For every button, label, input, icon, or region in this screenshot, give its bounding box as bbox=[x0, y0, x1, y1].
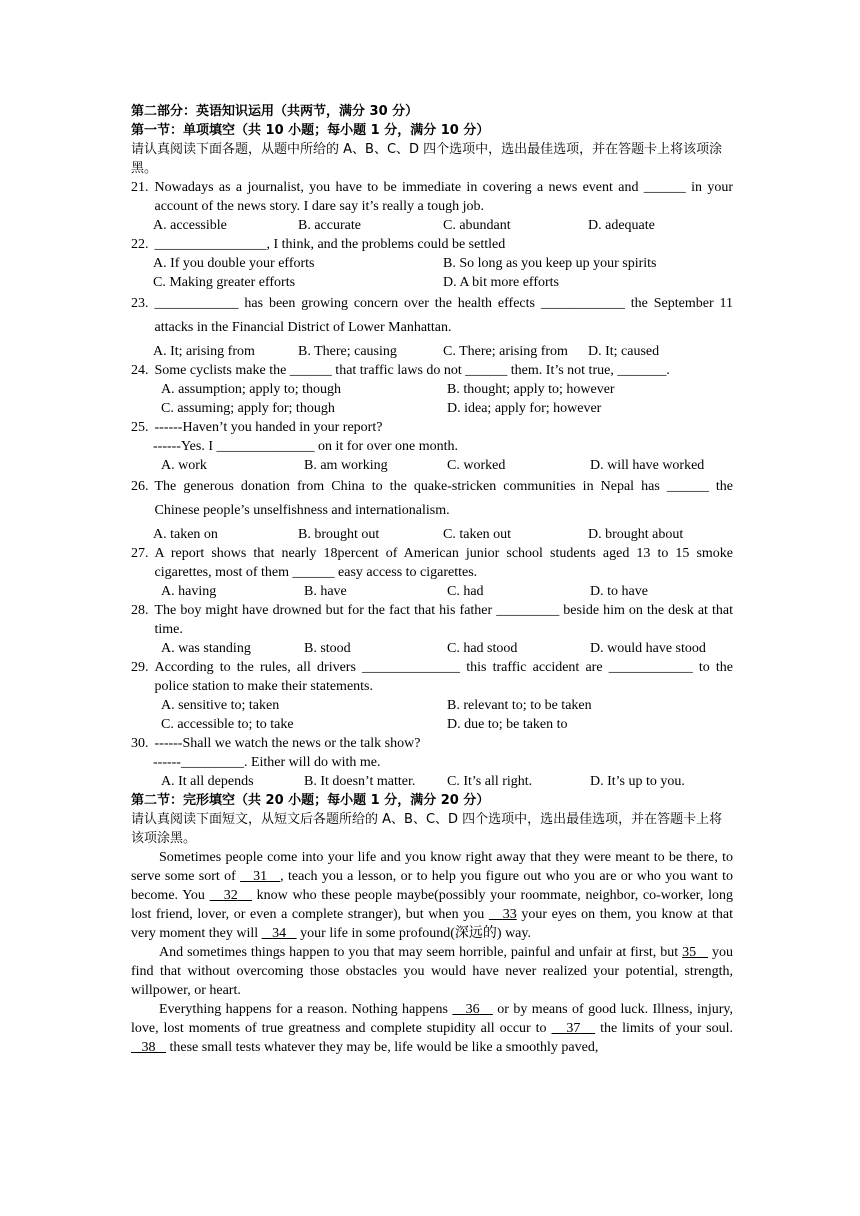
question-number: 28. bbox=[131, 603, 149, 618]
option-group bbox=[131, 772, 733, 791]
option-c: C. assuming; apply for; though bbox=[161, 401, 335, 416]
exam-page bbox=[131, 102, 733, 1057]
option-b: B. It doesn’t matter. bbox=[304, 774, 416, 789]
question-stem bbox=[131, 178, 733, 216]
option-group bbox=[131, 639, 733, 658]
question-item bbox=[131, 235, 733, 292]
question-item bbox=[131, 178, 733, 235]
question-number: 21. bbox=[131, 180, 149, 195]
question-item bbox=[131, 475, 733, 544]
passage-text: or by means of good luck. Illness, injury, love, lost moments of true greatness and complete stupidity all occur to bbox=[131, 1002, 734, 1036]
question-stem bbox=[131, 734, 733, 753]
question-stem bbox=[131, 601, 733, 639]
question-text: The generous donation from China to the quake-stricken communities in Nepal has ______ the Chinese people’s unselfishness and internationalism. bbox=[154, 479, 733, 518]
question-item bbox=[131, 601, 733, 658]
option-c: C. had stood bbox=[447, 641, 518, 656]
option-d: D. due to; be taken to bbox=[447, 717, 568, 732]
part1-title: 第一节：单项填空（共 10 小题；每小题 1 分，满分 10 分） bbox=[131, 123, 490, 138]
passage-text: Everything happens for a reason. Nothing happens bbox=[159, 1002, 453, 1017]
option-b: B. There; causing bbox=[298, 344, 397, 359]
option-b: B. relevant to; to be taken bbox=[447, 698, 592, 713]
option-c: C. There; arising from bbox=[443, 344, 568, 359]
option-d: D. It’s up to you. bbox=[590, 774, 685, 789]
option-d: D. will have worked bbox=[590, 458, 705, 473]
option-group bbox=[131, 582, 733, 601]
blank-38: 38 bbox=[141, 1040, 156, 1055]
question-text: ------Shall we watch the news or the talk show? bbox=[154, 736, 421, 751]
passage-text: Sometimes people come into your life and you know right away that they were meant to be there, to serve some sort of bbox=[131, 850, 733, 884]
option-a: A. accessible bbox=[153, 218, 227, 233]
option-b: B. brought out bbox=[298, 527, 380, 542]
option-b: B. So long as you keep up your spirits bbox=[443, 256, 657, 271]
question-item bbox=[131, 544, 733, 601]
option-d: D. It; caused bbox=[588, 344, 660, 359]
option-c: C. abundant bbox=[443, 218, 511, 233]
passage-text: these small tests whatever they may be, life would be like a smoothly paved, bbox=[166, 1040, 599, 1055]
question-item bbox=[131, 734, 733, 791]
passage-text: your life in some profound(深远的) way. bbox=[296, 926, 531, 941]
question-stem bbox=[131, 418, 733, 437]
question-text: ________________, I think, and the problems could be settled bbox=[154, 237, 506, 252]
blank-32: 32 bbox=[223, 888, 238, 903]
option-group bbox=[131, 216, 733, 235]
option-a: A. taken on bbox=[153, 527, 218, 542]
question-number: 29. bbox=[131, 660, 149, 675]
question-number: 30. bbox=[131, 736, 149, 751]
option-a: A. was standing bbox=[161, 641, 251, 656]
question-text: Nowadays as a journalist, you have to be immediate in covering a news event and ______ in your account of the news story. I dare say it’s really a tough job. bbox=[154, 180, 733, 214]
question-item bbox=[131, 658, 733, 734]
option-a: A. having bbox=[161, 584, 217, 599]
question-stem bbox=[131, 235, 733, 254]
option-d: D. to have bbox=[590, 584, 648, 599]
passage-text: your eyes on them, you know at that very moment they will bbox=[131, 907, 733, 941]
blank-31: 31 bbox=[253, 869, 268, 884]
passage-paragraph-3 bbox=[131, 1000, 733, 1057]
question-stem bbox=[131, 544, 733, 582]
option-c: C. Making greater efforts bbox=[153, 275, 296, 290]
question-stem bbox=[131, 292, 733, 340]
option-d: D. adequate bbox=[588, 218, 655, 233]
question-stem bbox=[131, 361, 733, 380]
option-b: B. accurate bbox=[298, 218, 361, 233]
section-title: 第二部分：英语知识运用（共两节，满分 30 分） bbox=[131, 104, 419, 119]
option-group bbox=[131, 456, 733, 475]
option-d: D. idea; apply for; however bbox=[447, 401, 602, 416]
option-a: A. It all depends bbox=[161, 774, 254, 789]
option-c: C. had bbox=[447, 584, 484, 599]
passage-paragraph-1 bbox=[131, 848, 733, 943]
question-number: 22. bbox=[131, 237, 149, 252]
option-group bbox=[131, 342, 733, 361]
question-reply: ------_________. Either will do with me. bbox=[153, 755, 381, 770]
passage-text: the limits of your soul. bbox=[595, 1021, 734, 1036]
question-item bbox=[131, 361, 733, 418]
option-a: A. If you double your efforts bbox=[153, 256, 315, 271]
option-c: C. taken out bbox=[443, 527, 512, 542]
option-d: D. would have stood bbox=[590, 641, 706, 656]
question-text: ____________ has been growing concern over the health effects ____________ the September 11 attacks in the Financial District of Lower Manhattan. bbox=[154, 296, 733, 335]
passage-text: know who these people maybe(possibly your roommate, neighbor, co-worker, long lost friend, lover, or even a complete stranger), but when you bbox=[131, 888, 733, 922]
blank-36: 36 bbox=[465, 1002, 480, 1017]
blank-35: 35 bbox=[682, 945, 697, 960]
option-a: A. work bbox=[161, 458, 207, 473]
option-group bbox=[131, 254, 733, 292]
option-b: B. have bbox=[304, 584, 347, 599]
option-d: D. A bit more efforts bbox=[443, 275, 560, 290]
blank-34: 34 bbox=[272, 926, 287, 941]
option-c: C. It’s all right. bbox=[447, 774, 533, 789]
option-a: A. assumption; apply to; though bbox=[161, 382, 342, 397]
question-text: The boy might have drowned but for the fact that his father _________ beside him on the desk at that time. bbox=[154, 603, 733, 637]
option-group bbox=[131, 380, 733, 418]
question-stem bbox=[131, 475, 733, 523]
passage-text: you find that without overcoming those obstacles you would have never realized your potential, strength, willpower, or heart. bbox=[131, 945, 734, 998]
question-list bbox=[131, 178, 733, 791]
blank-33: 33 bbox=[502, 907, 517, 922]
option-c: C. worked bbox=[447, 458, 506, 473]
part2-instructions: 请认真阅读下面短文，从短文后各题所给的 A、B、C、D 四个选项中，选出最佳选项，并在答题卡上将该项涂黑。 bbox=[131, 812, 723, 846]
question-text: ------Haven’t you handed in your report? bbox=[154, 420, 383, 435]
part1-instructions: 请认真阅读下面各题，从题中所给的 A、B、C、D 四个选项中，选出最佳选项，并在答题卡上将该项涂黑。 bbox=[131, 142, 723, 176]
question-number: 23. bbox=[131, 296, 149, 311]
option-d: D. brought about bbox=[588, 527, 684, 542]
question-number: 24. bbox=[131, 363, 149, 378]
question-reply: ------Yes. I ______________ on it for over one month. bbox=[153, 439, 458, 454]
blank-37: 37 bbox=[566, 1021, 581, 1036]
question-stem bbox=[131, 658, 733, 696]
option-c: C. accessible to; to take bbox=[161, 717, 294, 732]
question-text: Some cyclists make the ______ that traffic laws do not ______ them. It’s not true, _______. bbox=[154, 363, 670, 378]
question-item bbox=[131, 292, 733, 361]
question-number: 27. bbox=[131, 546, 149, 561]
option-b: B. stood bbox=[304, 641, 351, 656]
option-group bbox=[131, 696, 733, 734]
part2-title: 第二节：完形填空（共 20 小题；每小题 1 分，满分 20 分） bbox=[131, 793, 490, 808]
question-text: A report shows that nearly 18percent of American junior school students aged 13 to 15 smoke cigarettes, most of them ______ easy access to cigarettes. bbox=[154, 546, 733, 580]
question-number: 26. bbox=[131, 479, 149, 494]
option-group bbox=[131, 525, 733, 544]
option-b: B. am working bbox=[304, 458, 388, 473]
question-number: 25. bbox=[131, 420, 149, 435]
passage-text: , teach you a lesson, or to help you figure out who you are or who you want to become. You bbox=[131, 869, 734, 903]
option-b: B. thought; apply to; however bbox=[447, 382, 615, 397]
question-text: According to the rules, all drivers ______________ this traffic accident are ____________ to the police station to make their statements. bbox=[154, 660, 733, 694]
question-item bbox=[131, 418, 733, 475]
option-a: A. sensitive to; taken bbox=[161, 698, 280, 713]
passage-paragraph-2 bbox=[131, 943, 733, 1000]
passage-text: And sometimes things happen to you that may seem horrible, painful and unfair at first, but bbox=[159, 945, 683, 960]
option-a: A. It; arising from bbox=[153, 344, 255, 359]
